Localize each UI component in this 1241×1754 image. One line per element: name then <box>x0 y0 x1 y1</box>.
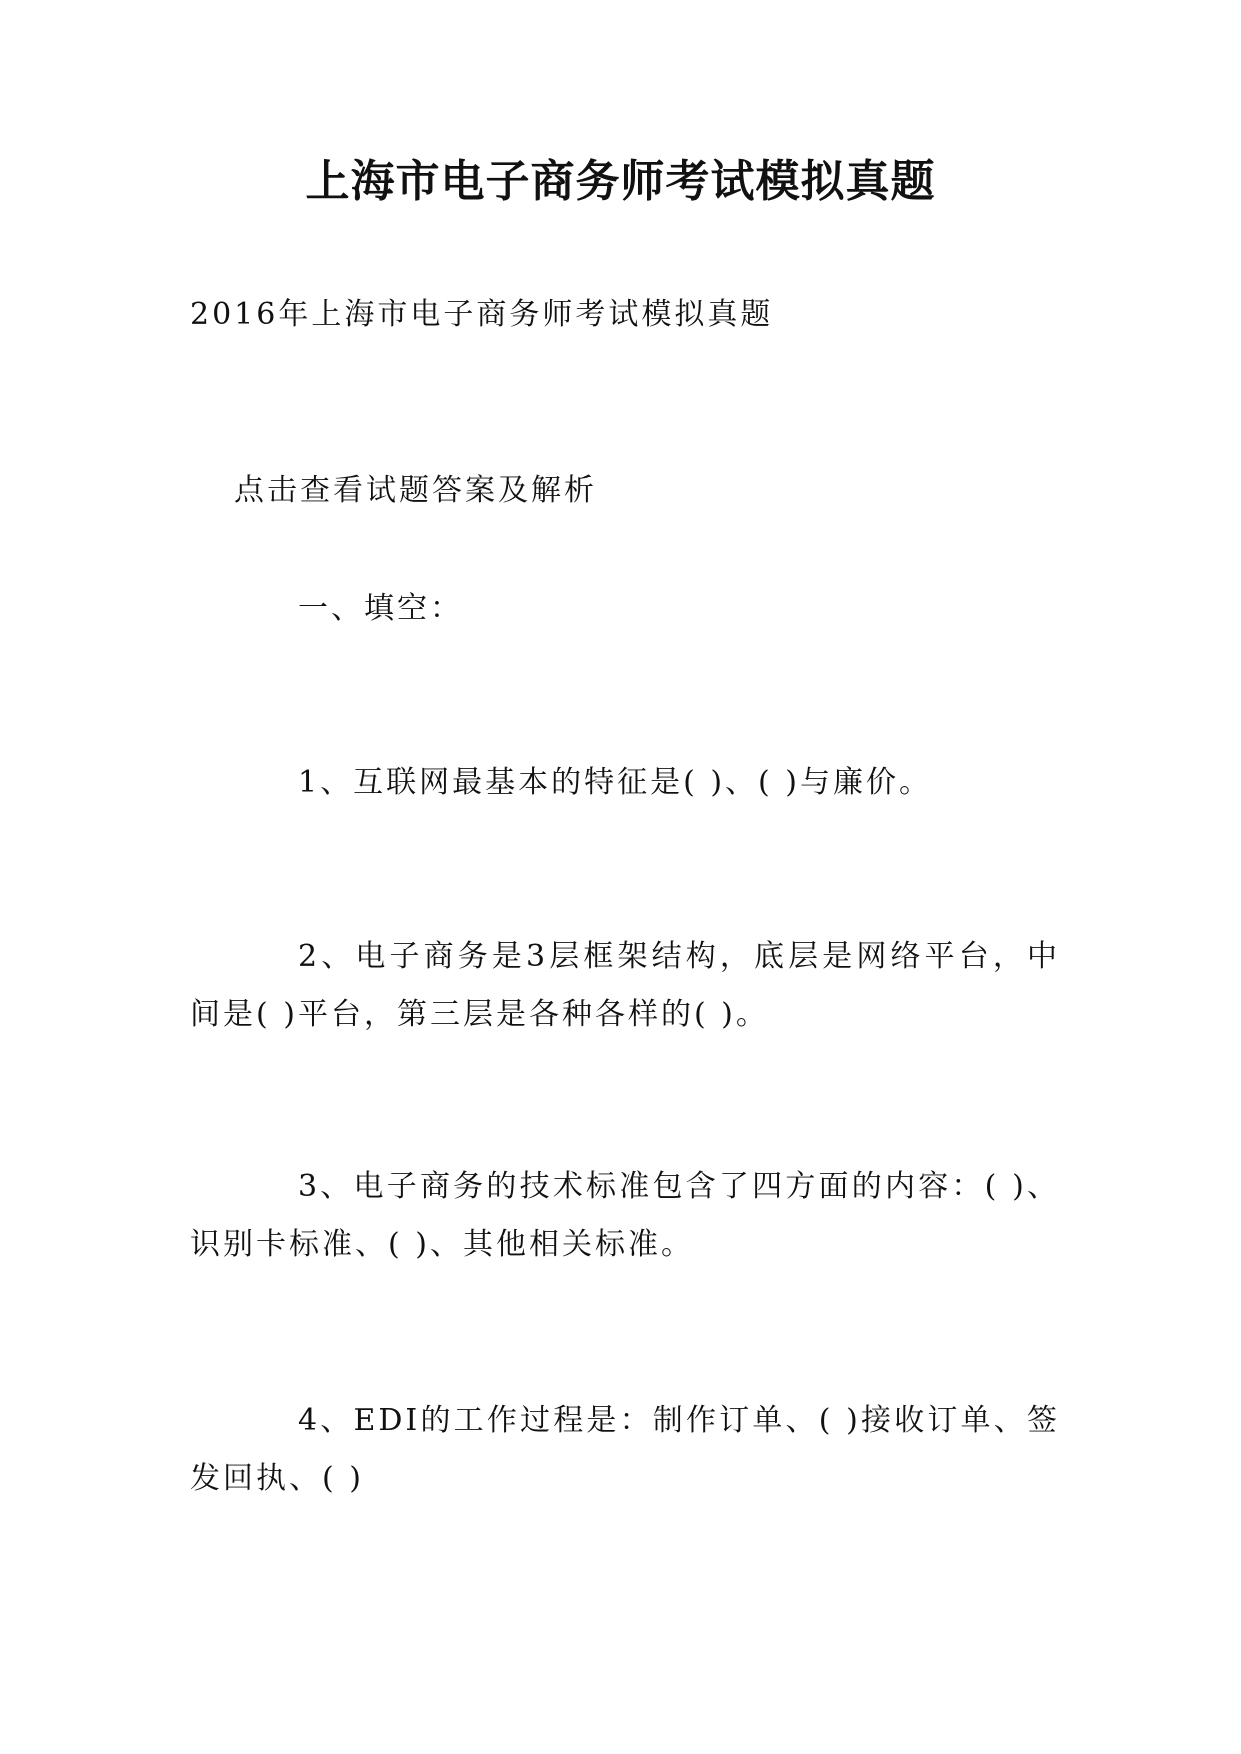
section-heading-fill-in: 一、填空： <box>298 591 463 626</box>
question-1: 1、互联网最基本的特征是( )、( )与廉价。 <box>298 765 932 800</box>
document-title: 上海市电子商务师考试模拟真题 <box>305 156 936 207</box>
document-subtitle: 2016年上海市电子商务师考试模拟真题 <box>190 297 774 332</box>
question-3: 3、电子商务的技术标准包含了四方面的内容：( )、识别卡标准、( )、其他相关标准。 <box>190 1169 1060 1262</box>
answer-analysis-link[interactable]: 点击查看试题答案及解析 <box>234 473 597 508</box>
question-4: 4、EDI的工作过程是：制作订单、( )接收订单、签发回执、( ) <box>190 1403 1060 1496</box>
question-2: 2、电子商务是3层框架结构，底层是网络平台，中间是( )平台，第三层是各种各样的( )。 <box>190 939 1060 1032</box>
